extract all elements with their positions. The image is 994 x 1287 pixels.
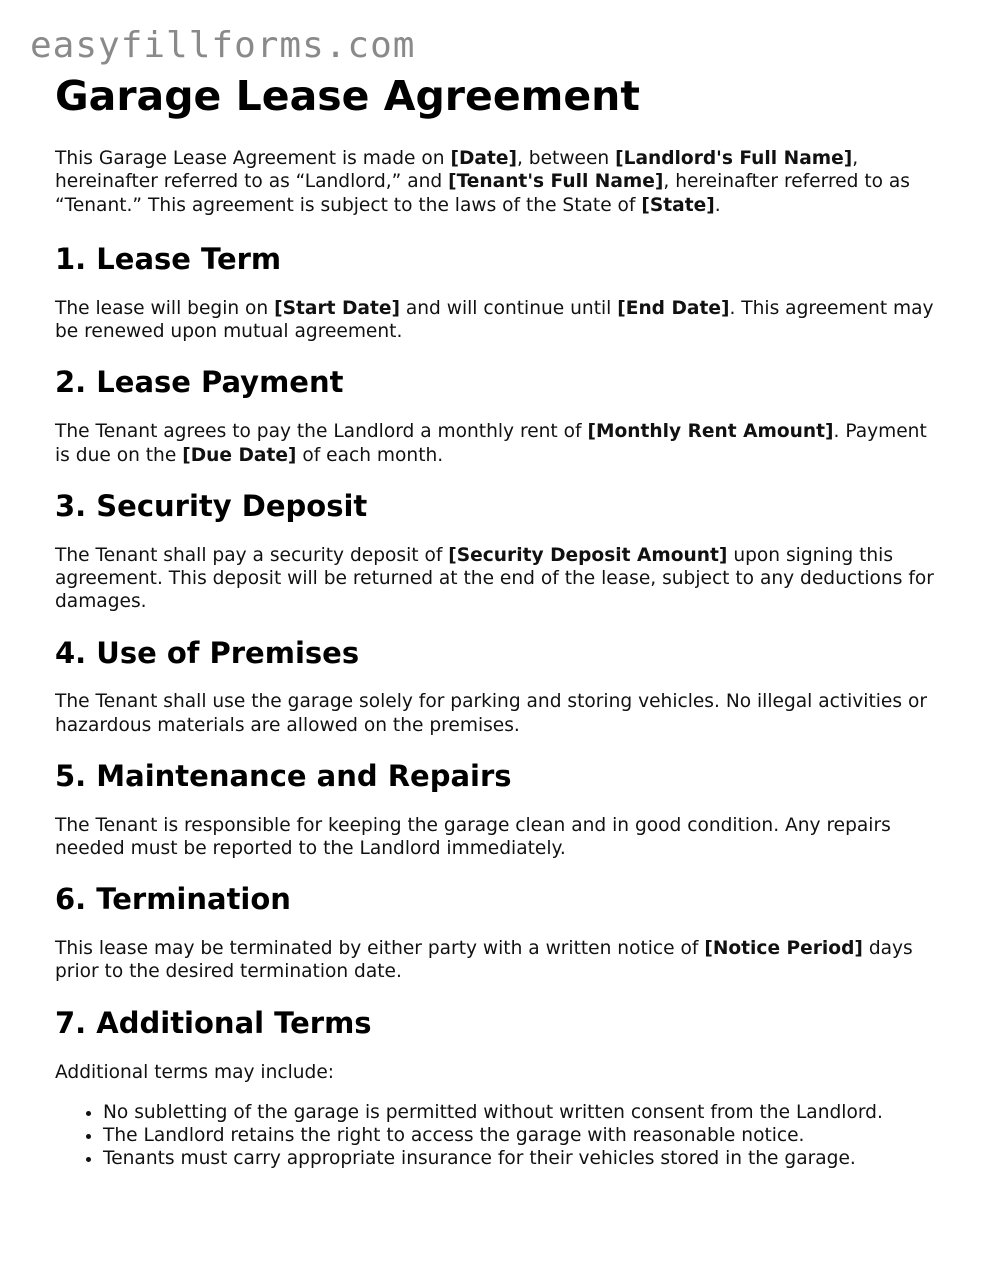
security-deposit-placeholder: [Security Deposit Amount]: [448, 544, 728, 566]
list-item: • The Landlord retains the right to access the garage with reasonable notice.: [103, 1124, 945, 1147]
termination-paragraph: This lease may be terminated by either party with a written notice of [Notice Period] days prior to the desired termination date.: [55, 938, 913, 983]
date-placeholder: [Date]: [450, 148, 517, 170]
additional-terms-intro: Additional terms may include:: [55, 1061, 335, 1083]
use-of-premises-paragraph: The Tenant shall use the garage solely for parking and storing vehicles. No illegal activities or hazardous materials are allowed on the premises.: [55, 691, 927, 736]
due-date-placeholder: [Due Date]: [182, 444, 297, 466]
notice-period-placeholder: [Notice Period]: [704, 938, 863, 960]
section-heading-lease-term: 1. Lease Term: [55, 242, 282, 277]
watermark: easyfillforms.com: [30, 25, 416, 66]
end-date-placeholder: [End Date]: [617, 297, 730, 319]
section-heading-lease-payment: 2. Lease Payment: [55, 365, 344, 400]
list-item: • Tenants must carry appropriate insurance for their vehicles stored in the garage.: [103, 1147, 945, 1170]
state-placeholder: [State]: [641, 194, 715, 216]
section-heading-security-deposit: 3. Security Deposit: [55, 488, 368, 523]
lease-term-paragraph: The lease will begin on [Start Date] and will continue until [End Date]. This agreement may be renewed upon mutual agreement.: [55, 297, 934, 343]
intro-paragraph: This Garage Lease Agreement is made on [Date], between [Landlord's Full Name], hereinafter referred to as “Landlord,” and [Tenant's Full Name], hereinafter referred to as “Tenant.” This agreement is subject to the laws of the State of [State].: [55, 148, 910, 216]
monthly-rent-placeholder: [Monthly Rent Amount]: [587, 421, 834, 443]
lease-payment-paragraph: The Tenant agrees to pay the Landlord a monthly rent of [Monthly Rent Amount]. Payment is due on the [Due Date] of each month.: [55, 421, 927, 466]
tenant-name-placeholder: [Tenant's Full Name]: [448, 171, 664, 193]
document-title: Garage Lease Agreement: [55, 72, 640, 120]
maintenance-paragraph: The Tenant is responsible for keeping the garage clean and in good condition. Any repairs needed must be reported to the Landlord immediately.: [55, 814, 891, 860]
security-deposit-paragraph: The Tenant shall pay a security deposit of [Security Deposit Amount] upon signing this agreement. This deposit will be returned at the end of the lease, subject to any deductions for damages.: [55, 544, 934, 613]
list-item: • No subletting of the garage is permitted without written consent from the Landlord.: [103, 1101, 945, 1124]
section-heading-maintenance: 5. Maintenance and Repairs: [55, 758, 512, 793]
section-heading-use-of-premises: 4. Use of Premises: [55, 635, 360, 670]
section-heading-termination: 6. Termination: [55, 882, 291, 917]
document-body: [55, 72, 945, 1171]
section-heading-additional-terms: 7. Additional Terms: [55, 1005, 372, 1040]
landlord-name-placeholder: [Landlord's Full Name]: [615, 148, 853, 170]
start-date-placeholder: [Start Date]: [274, 297, 400, 319]
additional-terms-list: [55, 1101, 945, 1171]
